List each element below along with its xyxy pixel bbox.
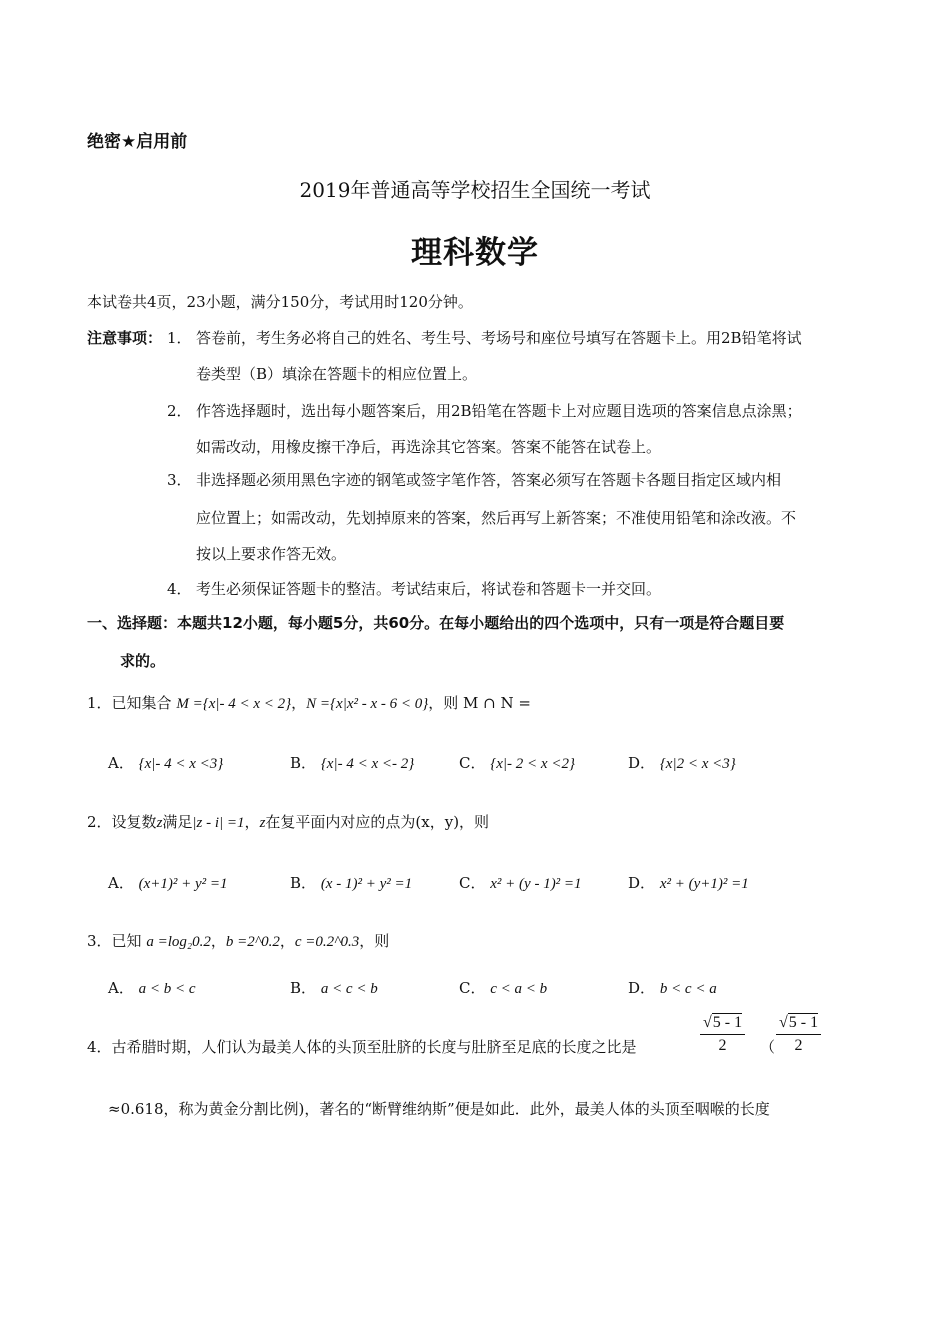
q1-option-b[interactable]: B． {x|- 4 < x <- 2}	[290, 754, 415, 772]
q2-option-c[interactable]: C． x² + (y - 1)² =1	[459, 874, 582, 892]
q1-option-d[interactable]: D． {x|2 < x <3}	[628, 754, 736, 772]
q1-separator: ，	[291, 694, 307, 712]
q2-option-a[interactable]: A． (x+1)² + y² =1	[108, 874, 228, 892]
q3-option-a[interactable]: A． a < b < c	[108, 979, 196, 997]
q2-stem: 2．设复数z满足|z - i| =1，z在复平面内对应的点为(x，y)，则	[87, 813, 490, 831]
note-3-line-2: 应位置上；如需改动，先划掉原来的答案，然后再写上新答案；不准使用铅笔和涂改液。不	[196, 509, 797, 527]
q3-option-d[interactable]: D． b < c < a	[628, 979, 717, 997]
q4-golden-ratio-fraction: $\frac{√5 - 1}{2}$	[700, 1014, 745, 1055]
q3-c-def: c =0.2^0.3	[294, 934, 360, 950]
q3-stem: 3．已知 a =log₂0.2，b =2^0.2，c =0.2^0.3，则	[87, 932, 390, 950]
subject-title: 理科数学	[411, 235, 539, 271]
note-3-num: 3．	[167, 471, 192, 489]
q4-golden-ratio-fraction-2: $\frac{√5 - 1}{2}$	[776, 1014, 821, 1055]
note-3-line-1: 非选择题必须用黑色字迹的钢笔或签字笔作答，答案必须写在答题卡各题目指定区域内相	[196, 471, 782, 489]
q2-option-b[interactable]: B． (x - 1)² + y² =1	[290, 874, 413, 892]
q4-number: 4．	[87, 1038, 112, 1056]
q4-text-1: 古希腊时期，人们认为最美人体的头顶至肚脐的长度与肚脐至足底的长度之比是	[111, 1038, 637, 1056]
note-4-num: 4．	[167, 580, 192, 598]
note-3-line-3: 按以上要求作答无效。	[196, 545, 347, 563]
q1-number: 1．	[87, 694, 112, 712]
exam-title: 2019年普通高等学校招生全国统一考试	[299, 178, 651, 202]
secret-label: 绝密★启用前	[87, 132, 188, 152]
q1-stem	[87, 692, 531, 713]
intro-text: 本试卷共4页，23小题，满分150分，考试用时120分钟。	[87, 293, 473, 311]
q3-b-def: b =2^0.2	[225, 934, 280, 950]
note-1-line-2: 卷类型（B）填涂在答题卡的相应位置上。	[196, 365, 478, 383]
note-4-line-1: 考生必须保证答题卡的整洁。考试结束后，将试卷和答题卡一并交回。	[196, 580, 662, 598]
note-2-line-1: 作答选择题时，选出每小题答案后，用2B铅笔在答题卡上对应题目选项的答案信息点涂黑；	[196, 402, 802, 420]
q3-a-def: a =log₂0.2	[146, 934, 211, 950]
notes-label: 注意事项：	[87, 329, 163, 347]
q2-condition: |z - i| =1	[192, 815, 245, 831]
note-1-num: 1．	[167, 329, 192, 347]
q2-number: 2．	[87, 813, 112, 831]
q1-option-c[interactable]: C． {x|- 2 < x <2}	[459, 754, 575, 772]
section-heading-line-1: 一、选择题：本题共12小题，每小题5分，共60分。在每小题给出的四个选项中，只有一项是符合题目要	[87, 614, 785, 632]
q3-number: 3．	[87, 932, 112, 950]
q3-option-b[interactable]: B． a < c < b	[290, 979, 378, 997]
q1-option-a[interactable]: A． {x|- 4 < x <3}	[108, 754, 224, 772]
q3-option-c[interactable]: C． c < a < b	[459, 979, 548, 997]
q1-set-m: M ={x|- 4 < x < 2}	[176, 696, 292, 712]
q4-open-paren: （	[760, 1038, 776, 1056]
note-2-line-2: 如需改动，用橡皮擦干净后，再选涂其它答案。答案不能答在试卷上。	[196, 438, 662, 456]
q1-set-n: N ={x|x² - x - 6 < 0}	[306, 696, 429, 712]
q4-line-2: ≈0.618，称为黄金分割比例)，著名的“断臂维纳斯”便是如此．此外，最美人体的头顶至咽喉的长度	[108, 1100, 770, 1118]
section-heading-line-2: 求的。	[120, 652, 166, 670]
q1-stem-prefix: 已知集合	[111, 694, 172, 712]
note-1-line-1: 答卷前，考生务必将自己的姓名、考生号、考场号和座位号填写在答题卡上。用2B铅笔将试	[196, 329, 802, 347]
q4-line-1	[87, 1036, 637, 1057]
q1-stem-suffix: ，则 M ∩ N =	[428, 694, 531, 712]
q2-option-d[interactable]: D． x² + (y+1)² =1	[628, 874, 749, 892]
note-2-num: 2．	[167, 402, 192, 420]
